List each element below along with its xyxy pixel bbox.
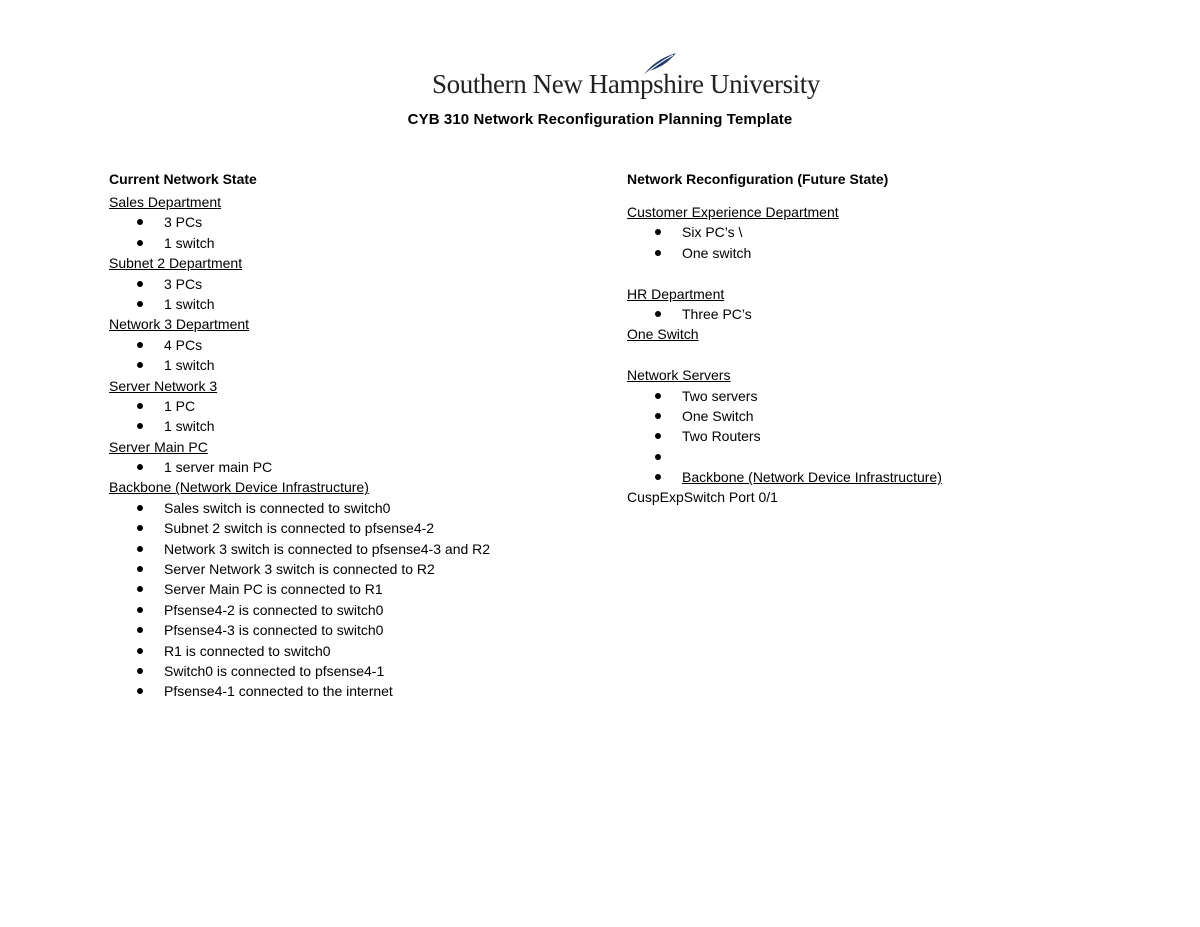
- list-item: Pfsense4-3 is connected to switch0: [109, 620, 589, 640]
- list-item: Sales switch is connected to switch0: [109, 498, 589, 518]
- future-state-heading: Network Reconfiguration (Future State): [627, 171, 889, 187]
- list-item: Server Main PC is connected to R1: [109, 579, 589, 599]
- section-title: Server Network 3: [109, 377, 218, 394]
- list-item: Two Routers: [627, 426, 1107, 446]
- section-title: Server Main PC: [109, 438, 208, 455]
- list-item: Pfsense4-2 is connected to switch0: [109, 600, 589, 620]
- list-item: Network 3 switch is connected to pfsense4-3 and R2: [109, 539, 589, 559]
- list-item: 1 server main PC: [109, 457, 589, 477]
- backbone-label: Backbone (Network Device Infrastructure): [682, 469, 942, 486]
- hr-switch-line: One Switch: [627, 326, 699, 343]
- list-item: Subnet 2 switch is connected to pfsense4-2: [109, 518, 589, 538]
- current-state-heading: Current Network State: [109, 171, 257, 187]
- network-servers-title: Network Servers: [627, 367, 731, 384]
- future-state-column: [627, 170, 1107, 508]
- feather-icon: [640, 52, 678, 78]
- list-item: 1 switch: [109, 233, 589, 253]
- empty-list-item: [627, 447, 1107, 467]
- logo-text: Southern New Hampshire University: [432, 69, 820, 99]
- university-logo: [432, 54, 820, 106]
- current-state-sections: [109, 192, 589, 702]
- section-list: [109, 212, 589, 253]
- document-title: CYB 310 Network Reconfiguration Planning Template: [407, 111, 793, 128]
- list-item: 1 switch: [109, 416, 589, 436]
- list-item: 4 PCs: [109, 335, 589, 355]
- list-item: One switch: [627, 243, 1107, 263]
- spacer: [627, 345, 1107, 365]
- section-list: [109, 396, 589, 437]
- section-list: [109, 498, 589, 702]
- list-item: 3 PCs: [109, 274, 589, 294]
- hr-department-title: HR Department: [627, 285, 725, 302]
- section-title: Backbone (Network Device Infrastructure): [109, 479, 369, 496]
- list-item: 1 PC: [109, 396, 589, 416]
- list-item: Pfsense4-1 connected to the internet: [109, 681, 589, 701]
- section-list: [109, 274, 589, 315]
- section-title: Subnet 2 Department: [109, 255, 243, 272]
- cx-department-title: Customer Experience Department: [627, 204, 839, 220]
- section-title: Network 3 Department: [109, 316, 250, 333]
- hr-department-list: [627, 304, 1107, 324]
- list-item: Server Network 3 switch is connected to R2: [109, 559, 589, 579]
- list-item: One Switch: [627, 406, 1107, 426]
- list-item: R1 is connected to switch0: [109, 641, 589, 661]
- current-state-column: [109, 170, 589, 702]
- list-item: Switch0 is connected to pfsense4-1: [109, 661, 589, 681]
- list-item: 3 PCs: [109, 212, 589, 232]
- list-item: 1 switch: [109, 355, 589, 375]
- list-item: Six PC’s \: [627, 222, 1107, 242]
- section-title: Sales Department: [109, 194, 222, 210]
- list-item: [627, 467, 1107, 487]
- cx-department-list: [627, 222, 1107, 263]
- section-list: [109, 457, 589, 477]
- list-item: Three PC’s: [627, 304, 1107, 324]
- list-item: Two servers: [627, 386, 1107, 406]
- section-list: [109, 335, 589, 376]
- spacer: [627, 263, 1107, 283]
- port-line: CuspExpSwitch Port 0/1: [627, 489, 778, 506]
- list-item: 1 switch: [109, 294, 589, 314]
- network-servers-list: [627, 386, 1107, 488]
